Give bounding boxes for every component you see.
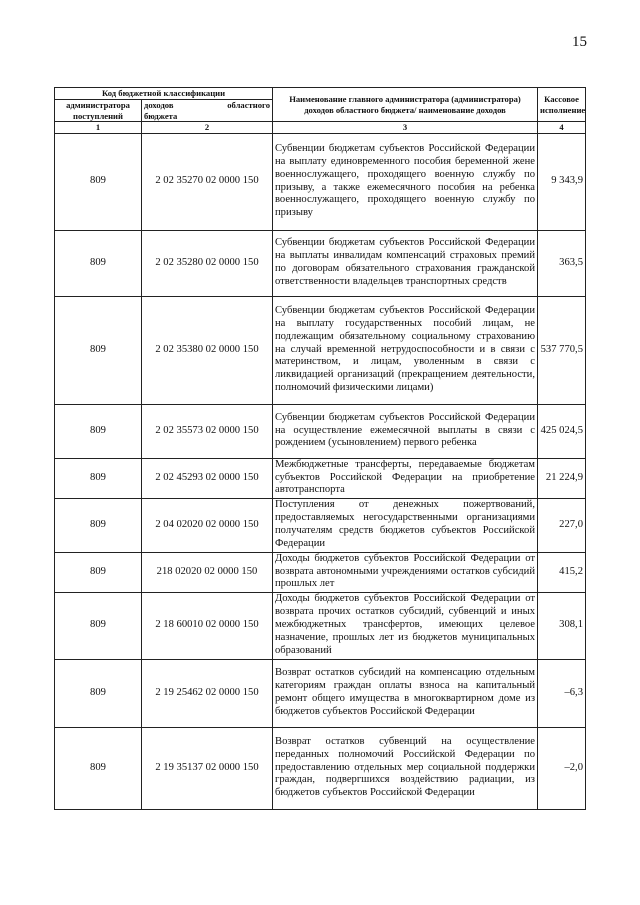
administrator-code: 809 [55,592,142,659]
administrator-code: 809 [55,458,142,498]
revenue-name: Доходы бюджетов субъектов Российской Федерации от возврата прочих остатков субсидий, субвенций и иных межбюджетных трансфертов, имеющих целевое назначение, прошлых лет из бюджетов муниципальных образований [273,592,538,659]
table-row [55,552,586,592]
table-row [55,659,586,727]
revenue-name-header: Наименование главного администратора (администратора) доходов областного бюджета/ наименование доходов [273,88,538,122]
revenue-name: Поступления от денежных пожертвований, предоставляемых негосударственными организациями получателям средств бюджетов субъектов Российской Федерации [273,498,538,552]
revenue-name: Доходы бюджетов субъектов Российской Федерации от возврата автономными учреждениями остатков субсидий прошлых лет [273,552,538,592]
page-number: 15 [572,34,587,50]
income-code: 2 19 35137 02 0000 150 [142,727,273,809]
income-code: 2 19 25462 02 0000 150 [142,659,273,727]
cash-execution-amount: 21 224,9 [538,458,586,498]
column-number-2: 2 [142,122,273,134]
income-code: 2 02 45293 02 0000 150 [142,458,273,498]
administrator-code: 809 [55,552,142,592]
income-code: 2 02 35573 02 0000 150 [142,404,273,458]
table-row [55,133,586,230]
administrator-code: 809 [55,498,142,552]
income-code: 2 02 35270 02 0000 150 [142,133,273,230]
cash-execution-header: Кассовое исполнение [538,88,586,122]
revenue-name: Субвенции бюджетам субъектов Российской Федерации на выплаты инвалидам компенсаций страховых премий по договорам обязательного страхования гражданской ответственности владельцев транспортных средств [273,230,538,296]
income-code-header-part2: областного [227,100,270,110]
table-row [55,498,586,552]
table-row [55,727,586,809]
column-number-3: 3 [273,122,538,134]
administrator-code: 809 [55,659,142,727]
table-row [55,592,586,659]
income-code: 2 04 02020 02 0000 150 [142,498,273,552]
administrator-code: 809 [55,230,142,296]
income-code-header-part3: бюджета [144,110,178,121]
budget-revenue-table [54,87,586,810]
column-number-4: 4 [538,122,586,134]
table-row [55,296,586,404]
cash-execution-amount: 363,5 [538,230,586,296]
revenue-name: Возврат остатков субвенций на осуществление переданных полномочий Российской Федерации по предоставлению отдельных мер социальной поддержки граждан, подвергшихся воздействию радиации, из бюджетов субъектов Российской Федерации [273,727,538,809]
income-code-header-part1: доходов [144,100,174,110]
table-header [55,88,586,134]
table-body [55,133,586,809]
table-row [55,458,586,498]
income-code: 218 02020 02 0000 150 [142,552,273,592]
cash-execution-amount: 425 024,5 [538,404,586,458]
income-code: 2 02 35380 02 0000 150 [142,296,273,404]
cash-execution-amount: 9 343,9 [538,133,586,230]
administrator-code: 809 [55,133,142,230]
cash-execution-amount: –6,3 [538,659,586,727]
revenue-name: Субвенции бюджетам субъектов Российской Федерации на выплату государственных пособий лицам, не подлежащим обязательному социальному страхованию на случай временной нетрудоспособности и в связи с материнством, и лицам, уволенным в связи с ликвидацией организаций (прекращением деятельности, полномочий физическими лицами) [273,296,538,404]
administrator-code-header: администратора поступлений [55,100,142,122]
revenue-name: Субвенции бюджетам субъектов Российской Федерации на выплату единовременного пособия беременной жене военнослужащего, проходящего военную службу по призыву, а также ежемесячного пособия на ребенка военнослужащего, проходящего военную службу по призыву [273,133,538,230]
cash-execution-amount: 415,2 [538,552,586,592]
income-code-header [142,100,273,122]
administrator-code: 809 [55,727,142,809]
table-row [55,230,586,296]
cash-execution-amount: 308,1 [538,592,586,659]
revenue-name: Возврат остатков субсидий на компенсацию отдельным категориям граждан оплаты взноса на капитальный ремонт общего имущества в многоквартирном доме из бюджетов субъектов Российской Федерации [273,659,538,727]
administrator-code: 809 [55,404,142,458]
budget-code-group-header: Код бюджетной классификации [55,88,273,100]
income-code: 2 18 60010 02 0000 150 [142,592,273,659]
cash-execution-amount: –2,0 [538,727,586,809]
cash-execution-amount: 227,0 [538,498,586,552]
administrator-code: 809 [55,296,142,404]
revenue-name: Межбюджетные трансферты, передаваемые бюджетам субъектов Российской Федерации на приобретение автотранспорта [273,458,538,498]
table-row [55,404,586,458]
cash-execution-amount: 537 770,5 [538,296,586,404]
revenue-name: Субвенции бюджетам субъектов Российской Федерации на осуществление ежемесячной выплаты в связи с рождением (усыновлением) первого ребенка [273,404,538,458]
column-number-1: 1 [55,122,142,134]
income-code: 2 02 35280 02 0000 150 [142,230,273,296]
